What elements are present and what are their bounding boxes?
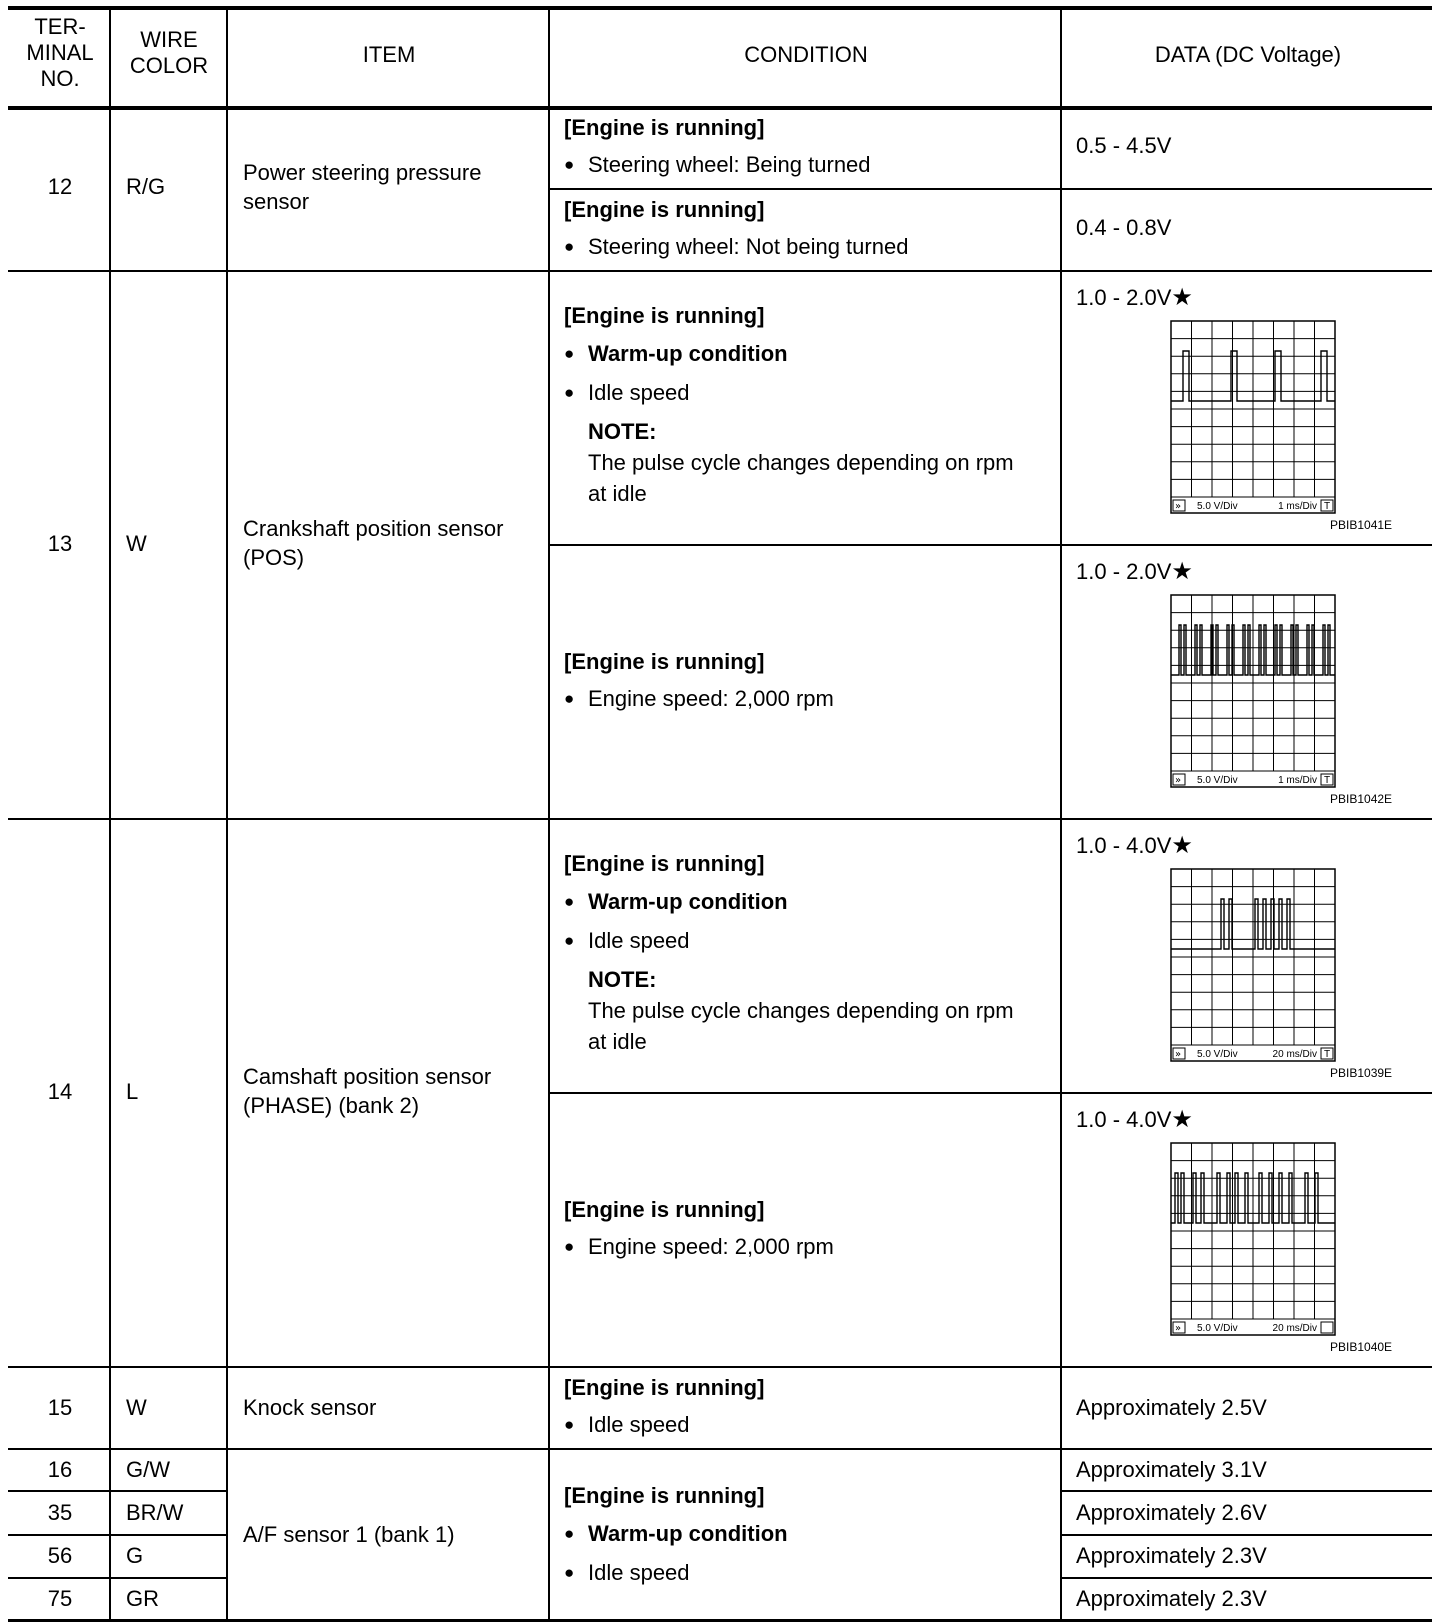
row-divider	[8, 270, 1432, 272]
scope-arrow-icon: »	[1175, 775, 1182, 786]
row-divider	[1060, 1534, 1432, 1536]
row-divider	[548, 188, 1432, 190]
header-terminal-line: MINAL	[26, 40, 94, 65]
condition-title: [Engine is running]	[564, 1375, 765, 1400]
condition-title: [Engine is running]	[564, 1197, 765, 1222]
star-icon: ★	[1171, 832, 1193, 859]
note-title: NOTE:	[588, 967, 657, 992]
data-value: Approximately 2.3V	[1076, 1586, 1267, 1611]
wire-color: W	[126, 1395, 147, 1420]
oscilloscope-chart	[1170, 868, 1336, 1067]
condition-title: [Engine is running]	[564, 197, 765, 222]
scope-volt-div: 5.0 V/Div	[1197, 501, 1238, 512]
star-icon: ★	[1171, 1106, 1193, 1133]
data-value: 1.0 - 4.0V★	[1076, 832, 1193, 859]
scope-trigger: T	[1324, 1049, 1331, 1060]
item-text: (PHASE) (bank 2)	[243, 1093, 420, 1118]
wire-color: R/G	[126, 174, 166, 199]
row-divider	[8, 818, 1432, 820]
terminal-no: 15	[47, 1395, 73, 1420]
header-terminal-line: TER-	[34, 14, 86, 39]
column-divider	[1060, 6, 1062, 1620]
scope-time-div: 1 ms/Div	[1278, 501, 1317, 512]
condition-title: [Engine is running]	[564, 851, 765, 876]
column-divider	[548, 6, 550, 1620]
scope-volt-div: 5.0 V/Div	[1197, 775, 1238, 786]
row-divider	[548, 1092, 1432, 1094]
oscilloscope-svg	[1170, 594, 1336, 788]
scope-trigger: T	[1324, 775, 1331, 786]
row-divider	[1060, 1577, 1432, 1579]
oscilloscope-chart	[1170, 320, 1336, 519]
header-wire-line: COLOR	[129, 53, 209, 78]
oscilloscope-svg	[1170, 868, 1336, 1062]
scope-arrow-icon: »	[1175, 501, 1182, 512]
scope-arrow-icon: »	[1175, 1323, 1182, 1334]
terminal-no: 13	[47, 531, 73, 556]
condition-bullet: ● Steering wheel: Being turned	[588, 152, 871, 178]
condition-title: [Engine is running]	[564, 303, 765, 328]
condition-bullet: ● Engine speed: 2,000 rpm	[588, 1234, 834, 1260]
item-text: Crankshaft position sensor	[243, 516, 504, 541]
data-value: Approximately 2.5V	[1076, 1395, 1267, 1420]
oscilloscope-chart	[1170, 594, 1336, 793]
condition-title: [Engine is running]	[564, 649, 765, 674]
data-value: 1.0 - 2.0V★	[1076, 284, 1193, 311]
scope-time-div: 20 ms/Div	[1272, 1049, 1317, 1060]
row-divider	[8, 1490, 228, 1492]
oscilloscope-svg	[1170, 320, 1336, 514]
row-divider	[8, 1577, 228, 1579]
item-text: Camshaft position sensor	[243, 1064, 492, 1089]
header-item: ITEM	[362, 42, 416, 67]
note-text: The pulse cycle changes depending on rpm	[588, 450, 1014, 475]
terminal-no: 14	[47, 1079, 73, 1104]
condition-bullet: ● Idle speed	[588, 380, 690, 406]
scope-time-div: 1 ms/Div	[1278, 775, 1317, 786]
data-value: 1.0 - 4.0V★	[1076, 1106, 1193, 1133]
terminal-no: 35	[47, 1500, 73, 1525]
scope-volt-div: 5.0 V/Div	[1197, 1049, 1238, 1060]
condition-bullet: ● Idle speed	[588, 1412, 690, 1438]
wire-color: GR	[126, 1586, 159, 1611]
wire-color: G	[126, 1543, 144, 1568]
item-text: (POS)	[243, 545, 305, 570]
wire-color: G/W	[126, 1457, 170, 1482]
column-divider	[109, 6, 111, 1620]
star-icon: ★	[1171, 284, 1193, 311]
condition-bullet: ● Steering wheel: Not being turned	[588, 234, 908, 260]
wire-color: L	[126, 1079, 139, 1104]
data-value: Approximately 2.6V	[1076, 1500, 1267, 1525]
condition-bullet: ● Warm-up condition	[588, 889, 788, 915]
condition-bullet: ● Idle speed	[588, 928, 690, 954]
wire-color: BR/W	[126, 1500, 184, 1525]
row-divider	[1060, 1490, 1432, 1492]
row-divider	[548, 544, 1432, 546]
row-divider	[8, 1534, 228, 1536]
item-text: Knock sensor	[243, 1395, 377, 1420]
header-condition: CONDITION	[744, 42, 868, 67]
data-value: Approximately 3.1V	[1076, 1457, 1267, 1482]
terminal-no: 12	[47, 174, 73, 199]
scope-arrow-icon: »	[1175, 1049, 1182, 1060]
terminal-no: 16	[47, 1457, 73, 1482]
figure-code: PBIB1039E	[1330, 1066, 1393, 1080]
note-text: at idle	[588, 481, 647, 506]
item-text: sensor	[243, 189, 310, 214]
header-terminal-no	[10, 14, 110, 92]
header-bottom-border	[8, 106, 1432, 110]
item-text: Power steering pressure	[243, 160, 482, 185]
data-value: 1.0 - 2.0V★	[1076, 558, 1193, 585]
row-divider	[8, 1366, 1432, 1368]
note-text: The pulse cycle changes depending on rpm	[588, 998, 1014, 1023]
item-text: A/F sensor 1 (bank 1)	[243, 1522, 455, 1547]
condition-title: [Engine is running]	[564, 115, 765, 140]
terminal-no: 56	[47, 1543, 73, 1568]
scope-trigger: T	[1324, 501, 1331, 512]
header-data: DATA (DC Voltage)	[1154, 42, 1342, 67]
note-text: at idle	[588, 1029, 647, 1054]
data-value: 0.4 - 0.8V	[1076, 215, 1172, 240]
condition-bullet: ● Engine speed: 2,000 rpm	[588, 686, 834, 712]
figure-code: PBIB1040E	[1330, 1340, 1393, 1354]
terminal-no: 75	[47, 1586, 73, 1611]
data-value: 0.5 - 4.5V	[1076, 133, 1172, 158]
column-divider	[226, 6, 228, 1620]
figure-code: PBIB1042E	[1330, 792, 1393, 806]
condition-title: [Engine is running]	[564, 1483, 765, 1508]
oscilloscope-svg	[1170, 1142, 1336, 1336]
table-top-border	[8, 6, 1432, 10]
header-wire-color	[111, 27, 227, 79]
condition-bullet: ● Warm-up condition	[588, 1521, 788, 1547]
condition-bullet: ● Warm-up condition	[588, 341, 788, 367]
figure-code: PBIB1041E	[1330, 518, 1393, 532]
scope-trigger-box	[1321, 1322, 1333, 1333]
note-title: NOTE:	[588, 419, 657, 444]
oscilloscope-chart	[1170, 1142, 1336, 1341]
star-icon: ★	[1171, 558, 1193, 585]
scope-time-div: 20 ms/Div	[1272, 1323, 1317, 1334]
header-terminal-line: NO.	[40, 66, 80, 91]
row-divider	[8, 1448, 1432, 1450]
data-value: Approximately 2.3V	[1076, 1543, 1267, 1568]
scope-volt-div: 5.0 V/Div	[1197, 1323, 1238, 1334]
condition-bullet: ● Idle speed	[588, 1560, 690, 1586]
wire-color: W	[126, 531, 147, 556]
header-wire-line: WIRE	[140, 27, 198, 52]
